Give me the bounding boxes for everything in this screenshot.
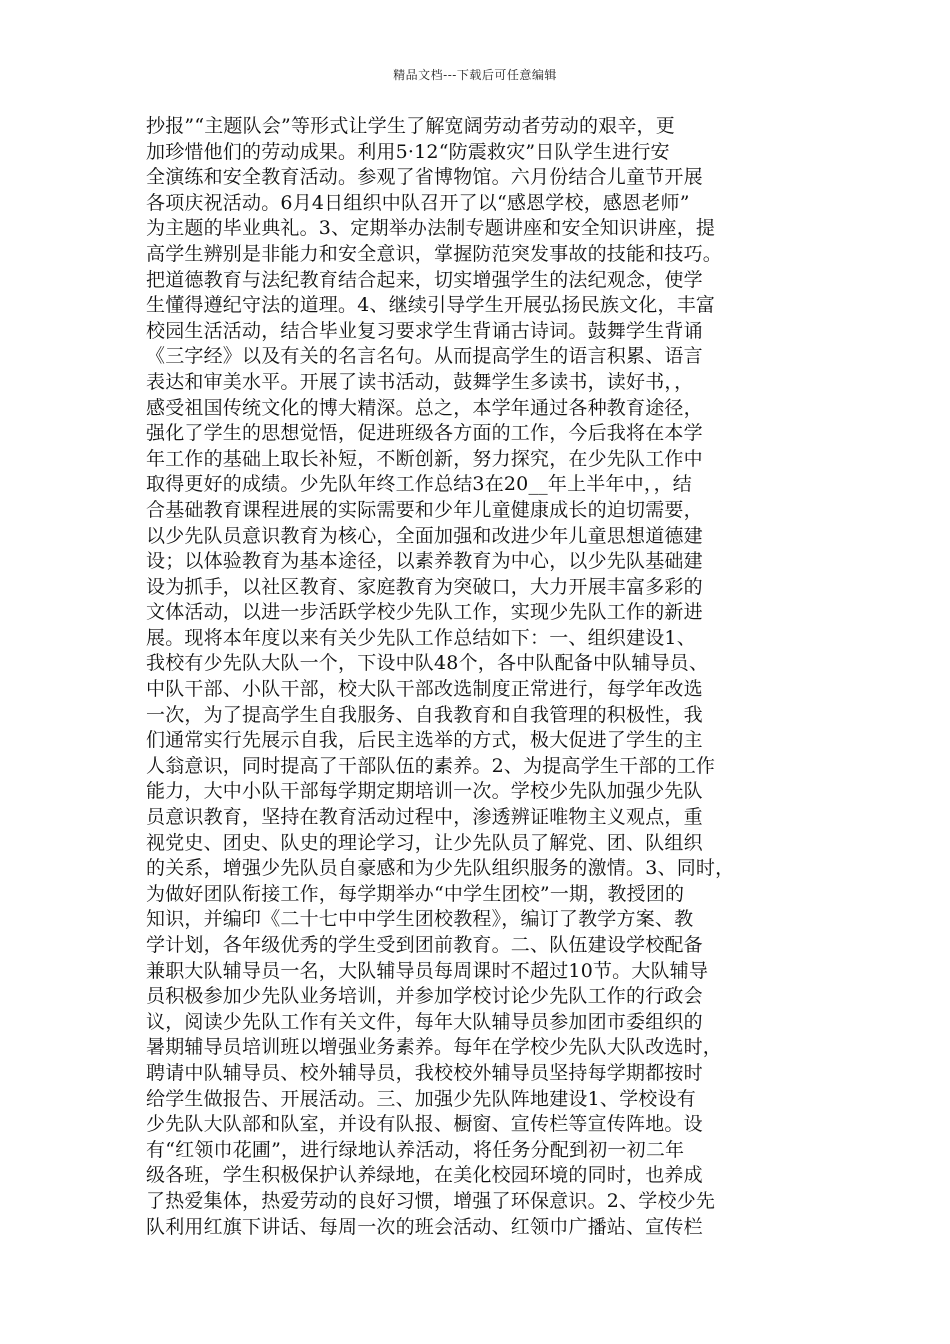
body-line: 把道德教育与法纪教育结合起来，切实增强学生的法纪观念，使学: [146, 268, 703, 291]
page-header: 精品文档---下载后可任意编辑: [393, 68, 557, 82]
body-line: 全演练和安全教育活动。参观了省博物馆。六月份结合儿童节开展: [146, 166, 703, 189]
body-line: 年工作的基础上取长补短，不断创新，努力探究，在少先队工作中: [146, 447, 703, 470]
body-line: 暑期辅导员培训班以增强业务素养。每年在学校少先队大队改选时，: [146, 1036, 723, 1059]
body-line: 强化了学生的思想觉悟，促进班级各方面的工作，今后我将在本学: [146, 422, 703, 445]
body-line: 高学生辨别是非能力和安全意识，掌握防范突发事故的技能和技巧。: [146, 242, 723, 265]
body-line: 知识，并编印《二十七中中学生团校教程》，编订了教学方案、教: [146, 908, 694, 931]
body-line: 设为抓手，以社区教育、家庭教育为突破口，大力开展丰富多彩的: [146, 575, 703, 598]
body-line: 的关系，增强少先队员自豪感和为少先队组织服务的激情。3、同时，: [146, 857, 735, 880]
body-line: 抄报”“主题队会”等形式让学生了解宽阔劳动者劳动的艰辛，更: [146, 115, 675, 137]
body-line: 有“红领巾花圃”，进行绿地认养活动，将任务分配到初一初二年: [146, 1138, 685, 1161]
body-line: 加珍惜他们的劳动成果。利用5·12“防震救灾”日队学生进行安: [146, 140, 670, 163]
body-line: 校园生活活动，结合毕业复习要求学生背诵古诗词。鼓舞学生背诵: [146, 319, 703, 342]
body-line: 一次，为了提高学生自我服务、自我教育和自我管理的积极性，我: [146, 703, 703, 726]
body-line: 了热爱集体，热爱劳动的良好习惯，增强了环保意识。2、学校少先: [146, 1189, 716, 1212]
body-line: 能力，大中小队干部每学期定期培训一次。学校少先队加强少先队: [146, 780, 703, 803]
body-line: 设；以体验教育为基本途径，以素养教育为中心，以少先队基础建: [146, 550, 703, 573]
body-line: 为主题的毕业典礼。3、定期举办法制专题讲座和安全知识讲座，提: [146, 217, 716, 240]
body-line: 感受祖国传统文化的博大精深。总之，本学年通过各种教育途径，: [146, 396, 703, 419]
body-line: 员积极参加少先队业务培训，并参加学校讨论少先队工作的行政会: [146, 985, 703, 1008]
body-line: 展。现将本年度以来有关少先队工作总结如下：一、组织建设1、: [146, 626, 696, 649]
body-line: 文体活动，以进一步活跃学校少先队工作，实现少先队工作的新进: [146, 601, 703, 624]
body-line: 各项庆祝活动。6月4日组织中队召开了以“感恩学校，感恩老师”: [146, 191, 690, 214]
body-line: 议，阅读少先队工作有关文件，每年大队辅导员参加团市委组织的: [146, 1010, 703, 1033]
body-line: 合基础教育课程进展的实际需要和少年儿童健康成长的迫切需要，: [146, 498, 703, 521]
body-line: 表达和审美水平。开展了读书活动，鼓舞学生多读书，读好书，，: [146, 370, 694, 393]
body-line: 视党史、团史、队史的理论学习，让少先队员了解党、团、队组织: [146, 831, 703, 854]
body-line: 级各班，学生积极保护认养绿地，在美化校园环境的同时，也养成: [146, 1164, 703, 1187]
body-line: 们通常实行先展示自我，后民主选举的方式，极大促进了学生的主: [146, 729, 703, 752]
body-line: 队利用红旗下讲话、每周一次的班会活动、红领巾广播站、宣传栏: [146, 1215, 703, 1238]
body-line: 《三字经》以及有关的名言名句。从而提高学生的语言积累、语言: [146, 345, 703, 368]
body-line: 人翁意识，同时提高了干部队伍的素养。2、为提高学生干部的工作: [146, 754, 716, 777]
body-line: 生懂得遵纪守法的道理。4、继续引导学生开展弘扬民族文化，丰富: [146, 294, 716, 317]
body-line: 学计划，各年级优秀的学生受到团前教育。二、队伍建设学校配备: [146, 934, 703, 956]
body-line: 给学生做报告、开展活动。三、加强少先队阵地建设1、学校设有: [146, 1087, 696, 1110]
body-line: 取得更好的成绩。少先队年终工作总结3在20__年上半年中，，结: [146, 473, 692, 496]
body-line: 中队干部、小队干部，校大队干部改选制度正常进行，每学年改选: [146, 678, 703, 701]
body-line: 员意识教育，坚持在教育活动过程中，渗透辨证唯物主义观点，重: [146, 806, 703, 829]
body-line: 少先队大队部和队室，并设有队报、橱窗、宣传栏等宣传阵地。设: [146, 1113, 703, 1136]
body-line: 为做好团队衔接工作，每学期举办“中学生团校”一期，教授团的: [146, 882, 685, 905]
body-line: 以少先队员意识教育为核心，全面加强和改进少年儿童思想道德建: [146, 524, 703, 547]
body-line: 我校有少先队大队一个，下设中队48个，各中队配备中队辅导员、: [146, 652, 709, 675]
body-line: 聘请中队辅导员、校外辅导员，我校校外辅导员坚持每学期都按时: [146, 1061, 703, 1084]
document-body: [146, 114, 826, 1240]
body-line: 兼职大队辅导员一名，大队辅导员每周课时不超过10节。大队辅导: [146, 959, 709, 982]
